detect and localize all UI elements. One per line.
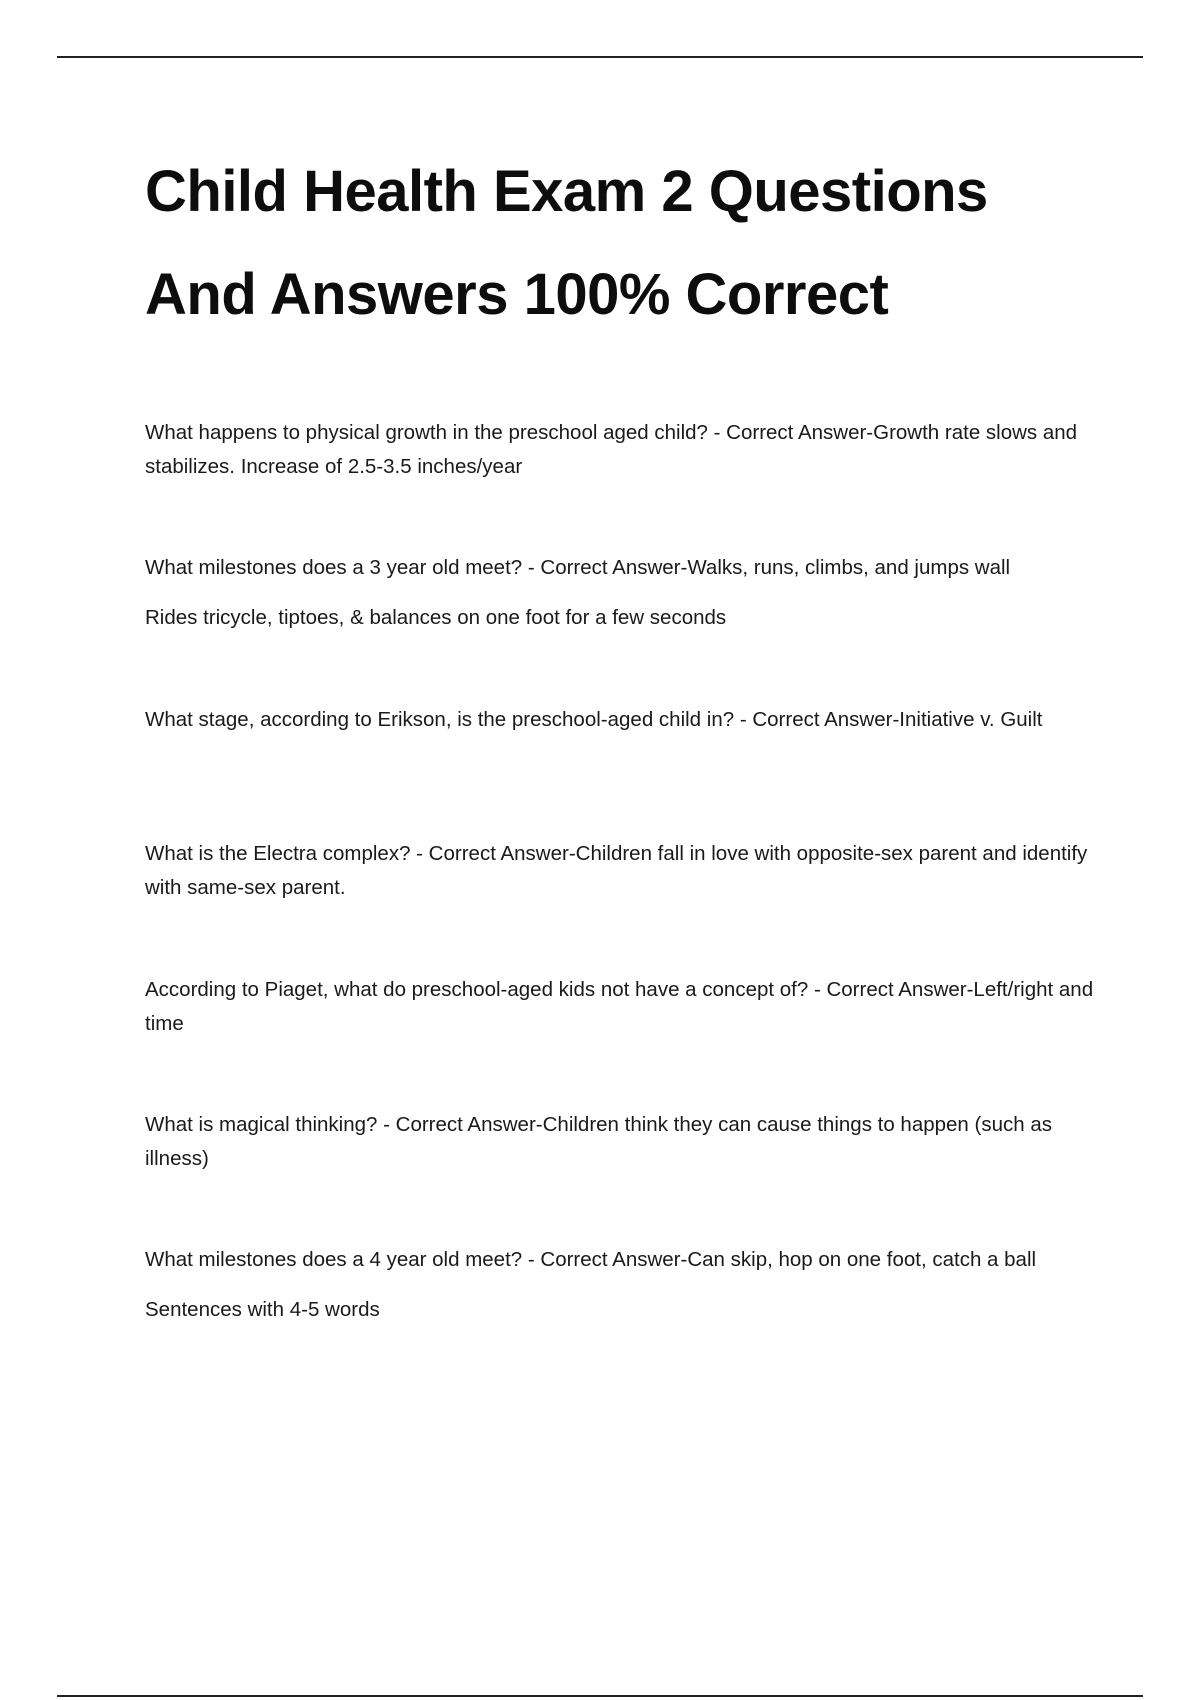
qa-text: What milestones does a 3 year old meet? - Correct Answer-Walks, runs, climbs, and jumps wall xyxy=(145,556,1011,579)
top-rule xyxy=(57,56,1143,58)
qa-text: What stage, according to Erikson, is the preschool-aged child in? - Correct Answer-Initiative v. Guilt xyxy=(145,708,1043,731)
bottom-rule xyxy=(57,1695,1143,1697)
qa-extra-line: Rides tricycle, tiptoes, & balances on one foot for a few seconds xyxy=(145,606,727,629)
qa-item xyxy=(145,551,1095,635)
title-line-1: Child Health Exam 2 Questions xyxy=(145,159,988,224)
qa-text: According to Piaget, what do preschool-aged kids not have a concept of? - Correct Answer-Left/right and time xyxy=(145,978,1094,1035)
qa-text: What happens to physical growth in the preschool aged child? - Correct Answer-Growth rate slows and stabilizes. Increase of 2.5-3.5 inches/year xyxy=(145,421,1078,478)
qa-item xyxy=(145,973,1095,1041)
document-title xyxy=(145,140,1145,346)
qa-item xyxy=(145,1108,1095,1176)
qa-item xyxy=(145,703,1095,737)
qa-item xyxy=(145,416,1095,484)
qa-extra-line: Sentences with 4-5 words xyxy=(145,1298,380,1321)
qa-text: What is magical thinking? - Correct Answer-Children think they can cause things to happen (such as illness) xyxy=(145,1113,1053,1170)
qa-item xyxy=(145,837,1095,905)
qa-text: What is the Electra complex? - Correct Answer-Children fall in love with opposite-sex parent and identify with same-sex parent. xyxy=(145,842,1088,899)
qa-item xyxy=(145,1243,1095,1327)
qa-text: What milestones does a 4 year old meet? - Correct Answer-Can skip, hop on one foot, catch a ball xyxy=(145,1248,1037,1271)
title-line-2: And Answers 100% Correct xyxy=(145,262,889,327)
